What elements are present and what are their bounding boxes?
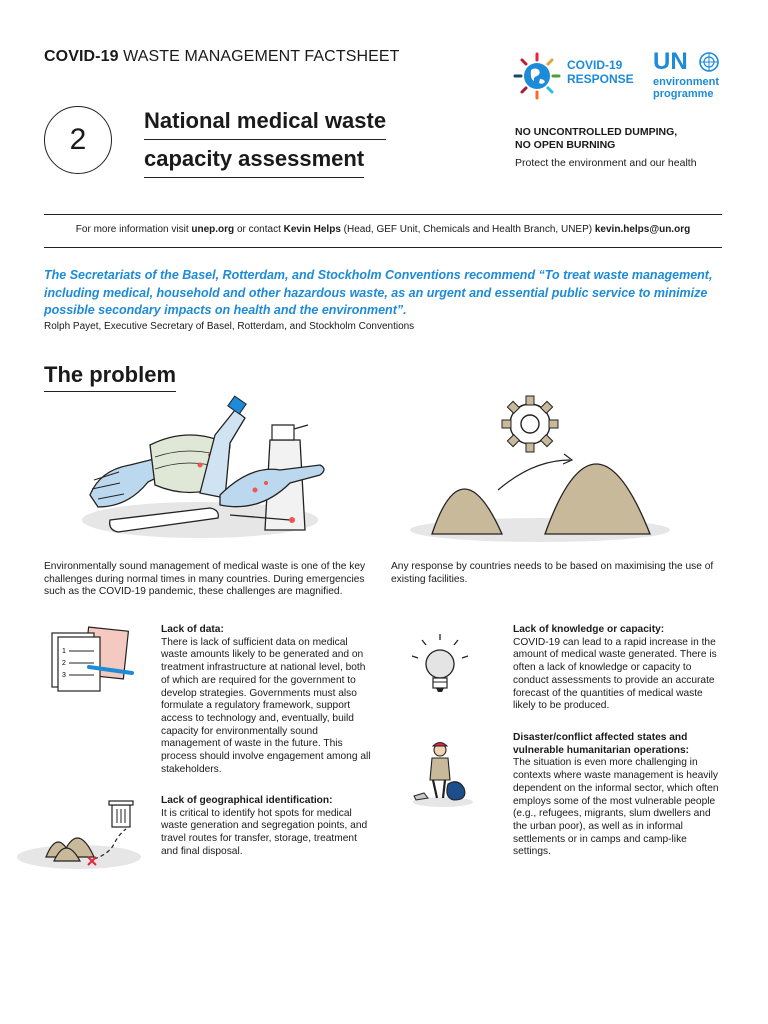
svg-text:3: 3 [62, 672, 66, 679]
waste-picker-person-icon [408, 738, 478, 808]
slogan-subline: Protect the environment and our health [515, 157, 697, 169]
svg-text:2: 2 [62, 660, 66, 667]
un-logo-text: UN [653, 48, 688, 75]
conventions-quote: The Secretariats of the Basel, Rotterdam, and Stockholm Conventions recommend “To treat waste management, including medical, household and other hazardous waste, as an urgent and essential public service to minimize possible secondary impacts on health and the environment”. [44, 268, 713, 317]
un-emblem-icon [698, 51, 720, 73]
lack-of-geo-block: Lack of geographical identification: It is critical to identify hot spots for medical waste generation and segregation points, and travel routes for transfer, storage, treatment and final disposal. [161, 795, 368, 857]
svg-text:1: 1 [62, 648, 66, 655]
covid-response-logo-text: COVID-19 RESPONSE [567, 58, 634, 86]
unep-link[interactable]: unep.org [191, 224, 235, 235]
light-bulb-icon [408, 632, 472, 702]
documents-pencil-icon [44, 627, 139, 697]
section-title-problem: The problem [44, 362, 176, 392]
email-link[interactable]: kevin.helps@un.org [594, 224, 691, 235]
quote-attribution: Rolph Payet, Executive Secretary of Basel, Rotterdam, and Stockholm Conventions [44, 321, 415, 332]
divider-bottom [44, 247, 722, 248]
problem-intro-right: Any response by countries needs to be based on maximising the use of existing facilities. [391, 561, 714, 585]
factsheet-title: COVID-19 WASTE MANAGEMENT FACTSHEET [44, 48, 400, 65]
divider-top [44, 214, 722, 215]
waste-mounds-gear-icon [400, 392, 670, 542]
lack-of-knowledge-block: Lack of knowledge or capacity: COVID-19 can lead to a rapid increase in the amount of medical waste generated. There is often a lack of knowledge or capacity to conduct assessments to provide an accurate forecast of the quantities of medical waste likely to be produced. [513, 624, 717, 712]
medical-waste-pile-icon [80, 395, 330, 545]
factsheet-number: 2 [44, 106, 112, 174]
problem-intro-left: Environmentally sound management of medical waste is one of the key challenges during normal times in many countries. During emergencies such as the COVID-19 pandemic, these challenges are magnified. [44, 561, 366, 598]
page-heading-line2: capacity assessment [144, 146, 364, 178]
disaster-conflict-block: Disaster/conflict affected states and vulnerable humanitarian operations: The situation is even more challenging in contexts where waste management is heavily dependent on the informal sector, which often employs some of the most vulnerable people (e.g., refugees, migrants, slum dwellers and the urban poor), as well as in informal settlements or in camps and camp-like settings. [513, 732, 719, 858]
contact-info: For more information visit unep.org or contact Kevin Helps (Head, GEF Unit, Chemicals and Health Branch, UNEP) kevin.helps@un.org [75, 224, 691, 235]
lack-of-data-block: Lack of data: There is lack of sufficient data on medical waste amounts likely to be generated and on treatment infrastructure at national level, both of which are required for the government to develop strategies. Governments must also formulate a regulatory framework, support access to technology and, eventually, build capacity for environmentally sound management of waste in the future. This process should involve engagement among all stakeholders. [161, 624, 371, 775]
page-heading-line1: National medical waste [144, 108, 386, 140]
slogan-headline: NO UNCONTROLLED DUMPING, NO OPEN BURNING [515, 126, 678, 151]
environment-programme-text: environment programme [653, 76, 720, 100]
covid-response-globe-icon [511, 50, 563, 102]
map-bin-route-icon [14, 795, 154, 875]
